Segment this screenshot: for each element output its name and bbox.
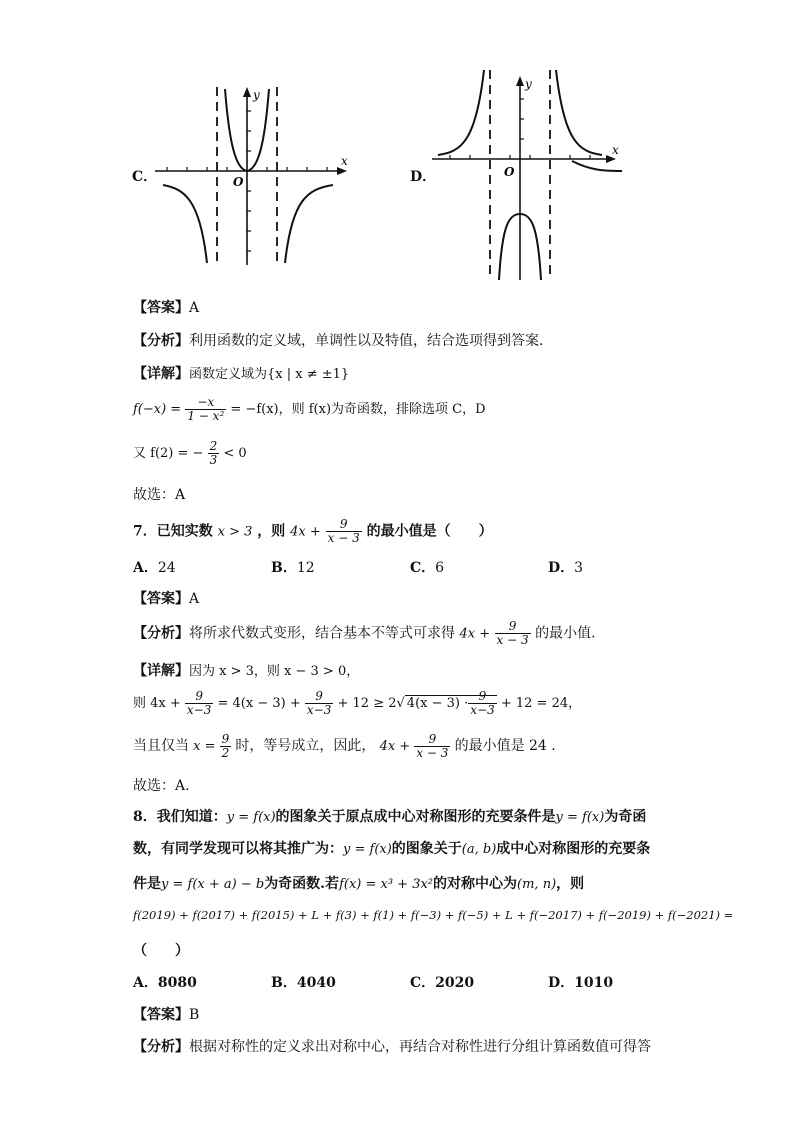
q6-odd-function-line: [133, 396, 486, 423]
math-text: + 12 ≥ 2: [337, 696, 397, 711]
denominator: x − 3: [496, 633, 529, 647]
analysis-tag: 【分析】: [133, 1039, 189, 1055]
stem-text: 的图象关于: [391, 841, 462, 857]
stem-expression: 4x +: [290, 524, 321, 540]
numerator: 9: [326, 518, 362, 532]
graph-d: [432, 68, 627, 283]
option-value: 1010: [574, 975, 614, 991]
option-label: C．: [410, 975, 436, 991]
math-text: 的最小值是 24 .: [454, 738, 556, 754]
stem-text: 成中心对称图形的充要条: [496, 841, 651, 857]
option-value: 12: [296, 560, 315, 576]
stem-text: 的对称中心为: [433, 876, 518, 892]
denominator: x − 3: [327, 531, 360, 545]
analysis-tag: 【分析】: [133, 333, 189, 349]
analysis-text: 将所求代数式变形，结合基本不等式可求得: [189, 625, 455, 642]
denominator: x−3: [306, 703, 332, 717]
q7-stem: [133, 518, 493, 545]
analysis-tag: 【分析】: [133, 625, 189, 642]
option-label: D．: [548, 560, 575, 576]
q6-f2-line: [133, 440, 247, 467]
math-lhs: f(−x) =: [133, 402, 182, 417]
detail-tag: 【详解】: [133, 663, 189, 679]
analysis-text: 根据对称性的定义求出对称中心，再结合对称性进行分组计算函数值可得答: [189, 1039, 651, 1055]
stem-text: 7．已知实数: [133, 523, 213, 540]
stem-text: 的图象关于原点成中心对称图形的充要条件是: [275, 809, 556, 825]
stem-text: 的最小值是（ ）: [366, 523, 493, 540]
option-value: 2020: [435, 975, 475, 991]
stem-condition: x > 3: [217, 524, 253, 540]
sqrt-radical: √: [396, 696, 405, 711]
answer-value: A: [189, 300, 200, 316]
fraction: [208, 440, 220, 467]
fraction: [468, 690, 496, 717]
q8-option-d: [548, 972, 613, 992]
q6-detail-line: [133, 363, 349, 383]
answer-value: A: [189, 591, 200, 607]
q7-option-a: [133, 557, 176, 577]
option-value: 24: [157, 560, 176, 576]
q8-sum-expression: f(2019) + f(2017) + f(2015) + L + f(3) + f(1) + f(−3) + f(−5) + L + f(−2017) + f(−2019) + f(−2021) =: [133, 908, 734, 922]
stem-text: ，则: [556, 876, 585, 892]
q7-option-c: [410, 557, 444, 577]
denominator: x−3: [470, 703, 495, 717]
denominator: 1 − x²: [187, 409, 225, 423]
q7-detail-line: [133, 660, 359, 680]
stem-text: ，则: [257, 523, 286, 540]
numerator: 9: [414, 733, 450, 747]
stem-text: 数，有同学发现可以将其推广为：: [133, 841, 343, 857]
option-value: 4040: [296, 975, 336, 991]
analysis-text: 利用函数的定义域，单调性以及特值，结合选项得到答案．: [189, 333, 553, 349]
stem-math: y = f(x + a) − b: [161, 877, 265, 892]
answer-value: B: [189, 1007, 200, 1023]
answer-tag: 【答案】: [133, 1007, 189, 1023]
math-text: x =: [193, 739, 216, 754]
math-text: = 4(x − 3) +: [217, 696, 301, 711]
fraction: [305, 690, 333, 717]
sqrt-text: 4(x − 3) ·: [406, 696, 469, 711]
q8-stem-line-3: [133, 873, 584, 893]
stem-math: y = f(x): [343, 842, 392, 857]
option-label: B．: [271, 560, 297, 576]
math-post: < 0: [223, 446, 247, 461]
detail-text: 因为 x > 3，则 x − 3 > 0，: [189, 664, 360, 679]
option-value: 3: [574, 560, 584, 576]
x-axis-label: x: [612, 143, 619, 157]
option-value: 8080: [157, 975, 197, 991]
q8-stem-line-2: [133, 838, 650, 858]
analysis-text: 的最小值.: [535, 625, 596, 642]
fraction: [495, 620, 531, 647]
detail-tag: 【详解】: [133, 366, 189, 382]
q6-analysis-line: [133, 330, 553, 350]
sqrt-body: [405, 689, 497, 717]
q6-choice: 故选：A: [133, 487, 186, 503]
answer-tag: 【答案】: [133, 300, 189, 316]
stem-math: (m, n): [517, 877, 557, 892]
fraction: [414, 733, 450, 760]
option-label: A．: [133, 560, 158, 576]
math-pre: 又 f(2) = −: [133, 446, 204, 461]
denominator: 2: [221, 746, 230, 760]
q7-option-b: [271, 557, 315, 577]
fraction: [185, 396, 226, 423]
math-text: + 12 = 24，: [500, 696, 582, 711]
graph-c: [155, 85, 355, 270]
option-label: A．: [133, 975, 158, 991]
q8-answer-line: [133, 1004, 199, 1024]
numerator: −x: [185, 396, 226, 410]
q8-stem-line-1: [133, 806, 646, 826]
fraction: [185, 690, 213, 717]
q7-option-d: [548, 557, 583, 577]
math-text: 时，等号成立，因此，: [235, 738, 376, 754]
analysis-expression: 4x +: [459, 626, 491, 642]
stem-math: y = f(x): [555, 810, 605, 825]
math-text: 则 4x +: [133, 696, 181, 711]
stem-math: y = f(x): [226, 810, 276, 825]
q7-equality-line: [133, 733, 556, 760]
math-rhs: = −f(x)，则 f(x)为奇函数，排除选项 C，D: [230, 402, 486, 417]
origin-label: O: [233, 175, 244, 189]
denominator: x−3: [186, 703, 212, 717]
option-c-label: C．: [132, 169, 158, 185]
q8-option-a: [133, 972, 197, 992]
q7-analysis-line: [133, 620, 596, 647]
q6-answer-line: [133, 297, 199, 317]
stem-text: 8．我们知道：: [133, 809, 227, 825]
x-axis-label: x: [341, 154, 348, 168]
stem-text: 件是: [133, 876, 161, 892]
q8-option-b: [271, 972, 336, 992]
q8-option-c: [410, 972, 474, 992]
detail-text: 函数定义域为{x | x ≠ ±1}: [189, 367, 350, 382]
y-axis-label: y: [253, 88, 260, 102]
numerator: 9: [185, 690, 213, 704]
numerator: 9: [495, 620, 531, 634]
stem-math: f(x) = x³ + 3x²: [339, 877, 434, 892]
q8-blank: （ ）: [133, 943, 189, 959]
numerator: 9: [468, 690, 496, 704]
denominator: x − 3: [416, 746, 449, 760]
option-value: 6: [435, 560, 445, 576]
y-axis-label: y: [525, 77, 532, 91]
q7-choice: 故选：A.: [133, 778, 190, 794]
math-text: 4x +: [379, 739, 411, 754]
numerator: 9: [305, 690, 333, 704]
stem-text: 为奇函: [604, 809, 647, 825]
stem-math: (a, b): [461, 842, 497, 857]
numerator: 9: [221, 732, 230, 746]
option-d-label: D．: [410, 169, 437, 185]
denominator: 3: [209, 453, 218, 467]
option-label: D．: [548, 975, 575, 991]
option-label: C．: [410, 560, 436, 576]
q7-answer-line: [133, 588, 199, 608]
option-label: B．: [271, 975, 297, 991]
origin-label: O: [504, 165, 515, 179]
fraction: [220, 733, 232, 760]
q7-inequality-line: [133, 690, 581, 717]
stem-text: 为奇函数.若: [264, 876, 340, 892]
fraction: [326, 518, 362, 545]
math-text: 当且仅当: [133, 738, 189, 754]
q8-analysis-line: [133, 1036, 651, 1056]
answer-tag: 【答案】: [133, 591, 189, 607]
numerator: 2: [209, 439, 218, 453]
